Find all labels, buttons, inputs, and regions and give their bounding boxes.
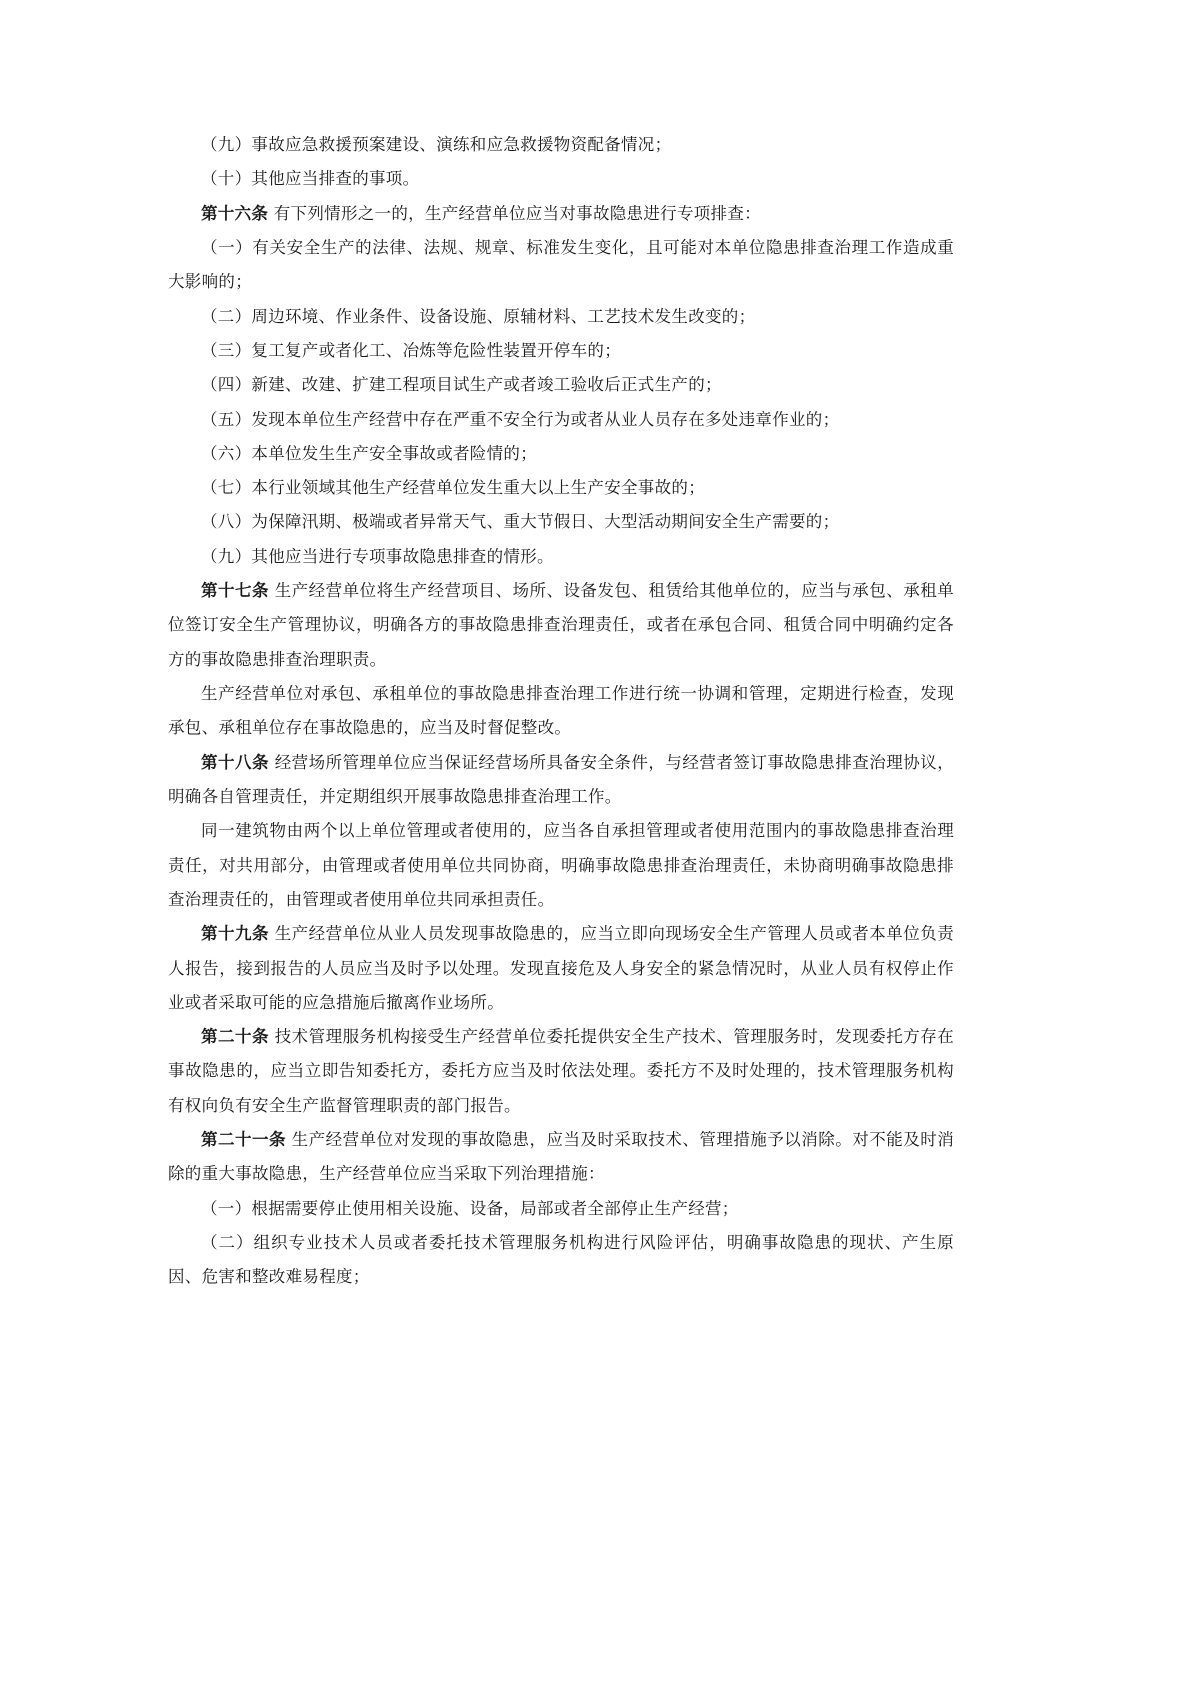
paragraph-text: （九）其他应当进行专项事故隐患排查的情形。 <box>201 546 554 566</box>
paragraph-text: （八）为保障汛期、极端或者异常天气、重大节假日、大型活动期间安全生产需要的； <box>201 512 840 532</box>
article-label: 第十九条 <box>201 924 269 944</box>
paragraph-text: 经营场所管理单位应当保证经营场所具备安全条件，与经营者签订事故隐患排查治理协议，明确各自管理责任，并定期组织开展事故隐患排查治理工作。 <box>168 752 954 806</box>
paragraph <box>168 128 954 162</box>
paragraph-text: （十）其他应当排查的事项。 <box>201 169 420 189</box>
article-paragraph <box>168 574 954 677</box>
paragraph <box>168 334 954 368</box>
article-label: 第二十一条 <box>201 1130 286 1150</box>
article-label: 第十七条 <box>201 581 269 601</box>
paragraph-text: （七）本行业领域其他生产经营单位发生重大以上生产安全事故的； <box>201 478 705 498</box>
paragraph-text: 生产经营单位对发现的事故隐患，应当及时采取技术、管理措施予以消除。对不能及时消除的重大事故隐患，生产经营单位应当采取下列治理措施： <box>168 1130 954 1184</box>
article-paragraph <box>168 746 954 815</box>
article-paragraph <box>168 1020 954 1123</box>
paragraph <box>168 231 954 300</box>
article-label: 第十八条 <box>201 752 269 772</box>
paragraph-text: 有下列情形之一的，生产经营单位应当对事故隐患进行专项排查： <box>273 203 761 223</box>
paragraph-text: （一）有关安全生产的法律、法规、规章、标准发生变化，且可能对本单位隐患排查治理工作造成重大影响的； <box>168 237 954 292</box>
article-paragraph <box>168 1123 954 1192</box>
paragraph <box>168 403 954 437</box>
paragraph <box>168 814 954 917</box>
article-label: 第二十条 <box>201 1027 269 1047</box>
paragraph <box>168 1192 954 1226</box>
paragraph <box>168 162 954 196</box>
paragraph-text: （九）事故应急救援预案建设、演练和应急救援物资配备情况； <box>201 135 672 154</box>
paragraph <box>168 540 954 574</box>
paragraph <box>168 300 954 334</box>
paragraph <box>168 471 954 505</box>
paragraph <box>168 677 954 746</box>
article-label: 第十六条 <box>201 203 269 223</box>
paragraph-text: （四）新建、改建、扩建工程项目试生产或者竣工验收后正式生产的； <box>201 375 722 395</box>
paragraph <box>168 437 954 471</box>
paragraph-text: 生产经营单位从业人员发现事故隐患的，应当立即向现场安全生产管理人员或者本单位负责人报告，接到报告的人员应当及时予以处理。发现直接危及人身安全的紧急情况时，从业人员有权停止作业或者采取可能的应急措施后撤离作业场所。 <box>168 924 954 1012</box>
document-body <box>168 128 954 1295</box>
paragraph-text: 生产经营单位将生产经营项目、场所、设备发包、租赁给其他单位的，应当与承包、承租单位签订安全生产管理协议，明确各方的事故隐患排查治理责任，或者在承包合同、租赁合同中明确约定各方的事故隐患排查治理职责。 <box>168 581 954 669</box>
paragraph-text: 技术管理服务机构接受生产经营单位委托提供安全生产技术、管理服务时，发现委托方存在事故隐患的，应当立即告知委托方，委托方应当及时依法处理。委托方不及时处理的，技术管理服务机构有权向负有安全生产监督管理职责的部门报告。 <box>168 1027 954 1115</box>
paragraph-text: （六）本单位发生生产安全事故或者险情的； <box>201 443 537 463</box>
paragraph <box>168 1226 954 1295</box>
article-paragraph <box>168 917 954 1020</box>
paragraph <box>168 368 954 402</box>
paragraph-text: 同一建筑物由两个以上单位管理或者使用的，应当各自承担管理或者使用范围内的事故隐患排查治理责任，对共用部分，由管理或者使用单位共同协商，明确事故隐患排查治理责任，未协商明确事故隐患排查治理责任的，由管理或者使用单位共同承担责任。 <box>168 821 954 909</box>
paragraph-text: （二）周边环境、作业条件、设备设施、原辅材料、工艺技术发生改变的； <box>201 306 756 326</box>
paragraph-text: （二）组织专业技术人员或者委托技术管理服务机构进行风险评估，明确事故隐患的现状、产生原因、危害和整改难易程度； <box>168 1233 954 1287</box>
paragraph-text: （五）发现本单位生产经营中存在严重不安全行为或者从业人员存在多处违章作业的； <box>201 409 840 429</box>
paragraph-text: （一）根据需要停止使用相关设施、设备，局部或者全部停止生产经营； <box>201 1198 739 1218</box>
paragraph-text: 生产经营单位对承包、承租单位的事故隐患排查治理工作进行统一协调和管理，定期进行检查，发现承包、承租单位存在事故隐患的，应当及时督促整改。 <box>168 684 954 738</box>
paragraph-text: （三）复工复产或者化工、冶炼等危险性装置开停车的； <box>201 340 621 360</box>
article-paragraph <box>168 197 954 231</box>
paragraph <box>168 505 954 539</box>
